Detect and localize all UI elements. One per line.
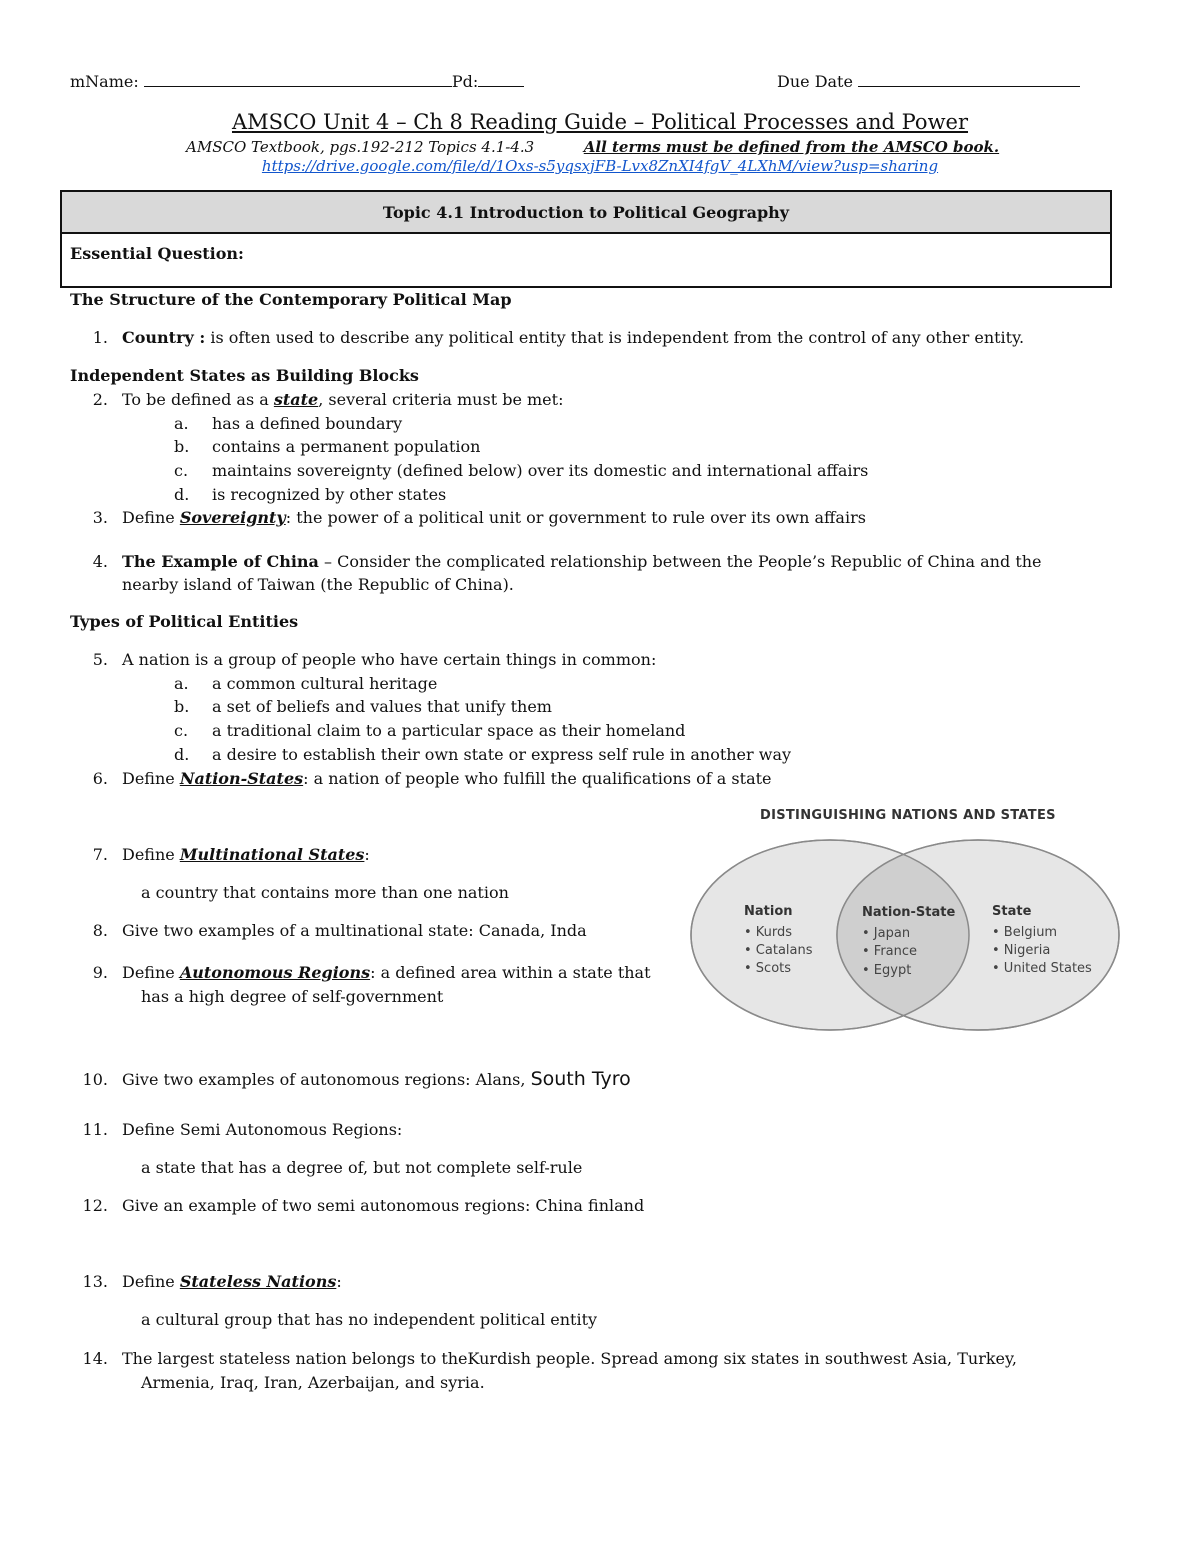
question-10: 10. Give two examples of autonomous regions: Alans, South Tyro <box>82 1068 631 1090</box>
pd-blank[interactable] <box>478 85 524 87</box>
venn-nation-state-heading: Nation-State <box>862 905 956 920</box>
term-autonomous-regions: Autonomous Regions <box>179 963 371 982</box>
question-2: 2. To be defined as a state, several criteria must be met: <box>92 390 564 409</box>
venn-state-heading: State <box>992 904 1032 919</box>
section-independent: Independent States as Building Blocks <box>70 366 419 385</box>
section-structure: The Structure of the Contemporary Political Map <box>70 290 512 309</box>
question-11: 11. Define Semi Autonomous Regions: <box>82 1120 403 1139</box>
subtitle <box>186 138 999 156</box>
due-label: Due Date <box>777 72 853 91</box>
term-china-example: The Example of China <box>122 552 319 571</box>
essential-question[interactable]: Essential Question: <box>70 244 244 263</box>
topic-heading: Topic 4.1 Introduction to Political Geography <box>62 192 1110 234</box>
question-8: 8. Give two examples of a multinational state: Canada, Inda <box>92 921 587 940</box>
due-date <box>777 72 1080 91</box>
q5-sub-b: b. a set of beliefs and values that unify them <box>174 697 552 716</box>
term-state: state <box>273 390 319 409</box>
q2-sub-c: c. maintains sovereignty (defined below) over its domestic and international affairs <box>174 461 869 480</box>
subtitle-right: All terms must be defined from the AMSCO book. <box>583 138 1000 156</box>
page-title: AMSCO Unit 4 – Ch 8 Reading Guide – Political Processes and Power <box>231 110 969 134</box>
q2-sub-a: a. has a defined boundary <box>174 414 403 433</box>
term-stateless-nations: Stateless Nations <box>179 1272 337 1291</box>
due-blank[interactable] <box>858 85 1080 87</box>
question-3: 3. Define Sovereignty: the power of a political unit or government to rule over its own affairs <box>92 508 866 527</box>
question-4-line2: nearby island of Taiwan (the Republic of China). <box>122 575 514 594</box>
question-9-line2: has a high degree of self-government <box>141 987 444 1006</box>
question-7: 7. Define Multinational States: <box>92 845 370 864</box>
question-5: 5. A nation is a group of people who have certain things in common: <box>92 650 657 669</box>
venn-state-item: • Belgium <box>992 925 1058 940</box>
pd-label: Pd: <box>451 72 479 91</box>
question-1: 1. Country : is often used to describe any political entity that is independent from the control of any other entity. <box>92 328 1025 347</box>
venn-state-item: • Nigeria <box>992 943 1051 958</box>
question-9: 9. Define Autonomous Regions: a defined area within a state that <box>92 963 651 982</box>
venn-nation-item: • Catalans <box>744 943 813 958</box>
q2-sub-b: b. contains a permanent population <box>174 437 481 456</box>
question-12: 12. Give an example of two semi autonomous regions: China finland <box>82 1196 645 1215</box>
answer-11[interactable]: a state that has a degree of, but not complete self-rule <box>141 1158 583 1177</box>
venn-nation-item: • Scots <box>744 961 792 976</box>
answer-10-typed[interactable]: South Tyro <box>530 1068 631 1090</box>
venn-nation-state-item: • France <box>862 944 918 959</box>
venn-title: DISTINGUISHING NATIONS AND STATES <box>760 808 1056 823</box>
answer-7[interactable]: a country that contains more than one nation <box>141 883 509 902</box>
venn-nation-state-item: • Japan <box>862 926 911 941</box>
section-types: Types of Political Entities <box>70 612 299 631</box>
question-4: 4. The Example of China – Consider the complicated relationship between the People’s Republic of China and the <box>92 552 1042 571</box>
term-nation-states: Nation-States <box>179 769 304 788</box>
term-country: Country : <box>122 328 206 347</box>
venn-nation-state-item: • Egypt <box>862 963 912 978</box>
term-sovereignty: Sovereignty <box>179 508 286 527</box>
question-14-line2: Armenia, Iraq, Iran, Azerbaijan, and syria. <box>141 1373 485 1392</box>
q5-sub-d: d. a desire to establish their own state or express self rule in another way <box>174 745 792 764</box>
q5-sub-a: a. a common cultural heritage <box>174 674 438 693</box>
q2-sub-d: d. is recognized by other states <box>174 485 447 504</box>
venn-nation-item: • Kurds <box>744 925 793 940</box>
name-label: mName: <box>70 72 139 91</box>
question-14: 14. The largest stateless nation belongs to theKurdish people. Spread among six states in southwest Asia, Turkey, <box>82 1349 1018 1368</box>
drive-link[interactable]: https://drive.google.com/file/d/1Oxs-s5yqsxjFB-Lvx8ZnXI4fgV_4LXhM/view?usp=sharing <box>261 157 939 175</box>
subtitle-left: AMSCO Textbook, pgs.192-212 Topics 4.1-4.3 <box>186 138 535 156</box>
term-multinational-states: Multinational States <box>179 845 365 864</box>
answer-13[interactable]: a cultural group that has no independent political entity <box>141 1310 598 1329</box>
name-blank[interactable] <box>144 85 452 87</box>
header-row <box>70 72 524 91</box>
venn-nation-heading: Nation <box>744 904 793 919</box>
question-6: 6. Define Nation-States: a nation of people who fulfill the qualifications of a state <box>92 769 772 788</box>
q5-sub-c: c. a traditional claim to a particular space as their homeland <box>174 721 686 740</box>
topic-box <box>60 190 1112 288</box>
venn-diagram <box>686 838 1122 1038</box>
venn-state-item: • United States <box>992 961 1092 976</box>
question-13: 13. Define Stateless Nations: <box>82 1272 342 1291</box>
link-row <box>0 157 1200 175</box>
